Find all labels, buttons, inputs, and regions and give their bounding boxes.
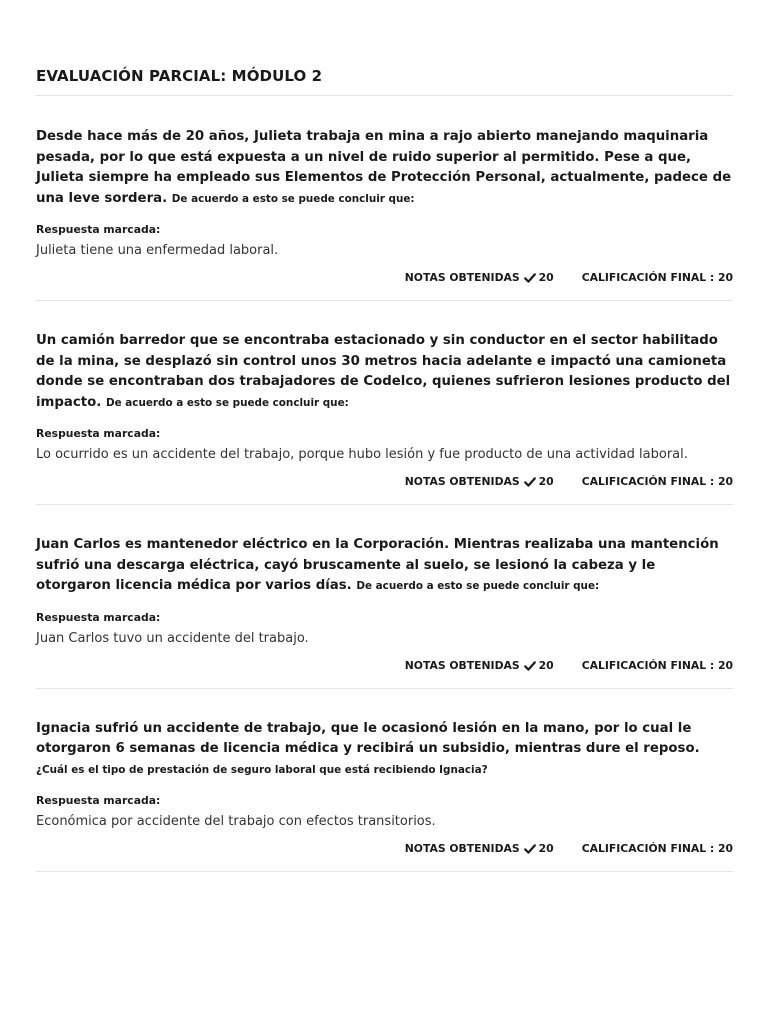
score-row — [36, 841, 733, 857]
notes-obtained — [405, 658, 554, 674]
notes-value: 20 — [538, 271, 554, 284]
check-icon — [524, 272, 536, 284]
question-prompt: ¿Cuál es el tipo de prestación de seguro laboral que está recibiendo Ignacia? — [36, 763, 488, 776]
answer-label: Respuesta marcada: — [36, 427, 161, 440]
question-statement: Juan Carlos es mantenedor eléctrico en la Corporación. Mientras realizaba una mantención sufrió una descarga eléctrica, cayó bruscamente al suelo, se lesionó la cabeza y le otorgaron licencia médica por varios días. — [36, 537, 719, 593]
answer-label: Respuesta marcada: — [36, 794, 161, 807]
marked-answer: Económica por accidente del trabajo con efectos transitorios. — [36, 814, 436, 829]
question-block-2 — [36, 301, 733, 505]
question-block-1 — [36, 96, 733, 301]
final-grade: CALIFICACIÓN FINAL : 20 — [581, 658, 733, 672]
notes-label: NOTAS OBTENIDAS — [404, 475, 520, 488]
marked-answer: Julieta tiene una enfermedad laboral. — [36, 243, 279, 258]
question-prompt: De acuerdo a esto se puede concluir que: — [171, 192, 415, 205]
question-text — [36, 719, 733, 781]
answer-label: Respuesta marcada: — [36, 223, 161, 236]
question-text — [36, 127, 733, 209]
question-text — [36, 331, 733, 413]
final-grade: CALIFICACIÓN FINAL : 20 — [581, 271, 733, 284]
check-icon — [524, 660, 536, 672]
check-icon — [524, 476, 536, 488]
score-row — [36, 474, 733, 490]
question-statement: Un camión barredor que se encontraba estacionado y sin conductor en el sector habilitado de la mina, se desplazó sin control unos 30 metros hacia adelante e impactó una camioneta donde se encontraban dos trabajadores de Codelco, quienes sufrieron lesiones producto del impacto. — [36, 333, 731, 410]
question-statement: Desde hace más de 20 años, Julieta trabaja en mina a rajo abierto manejando maquinaria pesada, por lo que está expuesta a un nivel de ruido superior al permitido. Pese a que, Julieta siempre ha empleado sus Elementos de Protección Personal, actualmente, padece de una leve sordera. — [36, 129, 732, 206]
notes-value: 20 — [538, 658, 554, 672]
check-icon — [524, 843, 536, 855]
question-statement: Ignacia sufrió un accidente de trabajo, que le ocasionó lesión en la mano, por lo cual le otorgaron 6 semanas de licencia médica y recibirá un subsidio, mientras dure el reposo. — [36, 720, 700, 756]
marked-answer: Juan Carlos tuvo un accidente del trabajo. — [36, 630, 309, 646]
notes-obtained — [405, 841, 554, 857]
question-block-4 — [36, 689, 733, 873]
final-grade: CALIFICACIÓN FINAL : 20 — [581, 842, 733, 855]
answer-label: Respuesta marcada: — [36, 610, 161, 624]
notes-label: NOTAS OBTENIDAS — [404, 842, 520, 855]
notes-obtained — [405, 474, 554, 490]
question-block-3 — [36, 505, 733, 689]
score-row — [36, 270, 733, 286]
page-title: EVALUACIÓN PARCIAL: MÓDULO 2 — [36, 67, 323, 85]
notes-label: NOTAS OBTENIDAS — [404, 271, 520, 284]
notes-label: NOTAS OBTENIDAS — [404, 658, 520, 672]
score-row — [36, 658, 733, 674]
question-prompt: De acuerdo a esto se puede concluir que: — [356, 580, 600, 592]
notes-obtained — [405, 270, 554, 286]
question-prompt: De acuerdo a esto se puede concluir que: — [105, 396, 349, 409]
final-grade: CALIFICACIÓN FINAL : 20 — [581, 475, 733, 488]
question-text — [36, 535, 733, 597]
notes-value: 20 — [538, 842, 554, 855]
marked-answer: Lo ocurrido es un accidente del trabajo, porque hubo lesión y fue producto de una actividad laboral. — [36, 447, 688, 462]
notes-value: 20 — [538, 475, 554, 488]
